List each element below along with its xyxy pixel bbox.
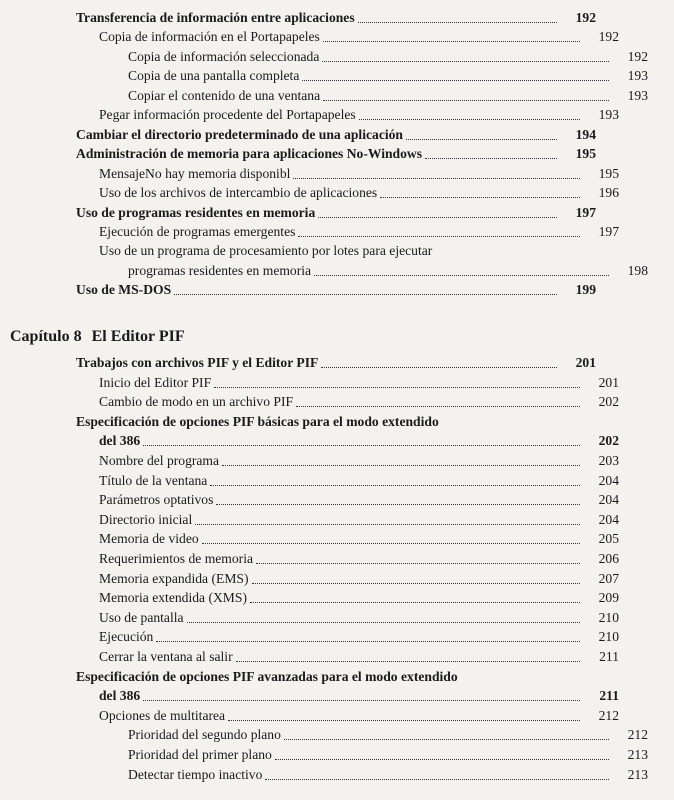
toc-entry	[0, 606, 645, 626]
toc-entry-title: Memoria extendida (XMS)	[99, 590, 247, 606]
toc-entry-page: 213	[627, 766, 648, 782]
toc-entry-page: 197	[575, 204, 596, 220]
dot-leader	[222, 465, 580, 466]
toc-entry-title: Cambio de modo en un archivo PIF	[99, 394, 294, 410]
dot-leader	[314, 275, 609, 276]
toc-entry	[0, 449, 645, 469]
toc-entry-title: Opciones de multitarea	[99, 707, 226, 723]
toc-entry	[0, 84, 674, 104]
toc-entry-page: 209	[598, 590, 619, 606]
toc-entry-title: del 386	[99, 433, 141, 449]
dot-leader	[323, 41, 580, 42]
toc-entry-title: Uso de los archivos de intercambio de aplicaciones	[99, 185, 378, 201]
dot-leader	[228, 720, 580, 721]
toc-entry	[0, 508, 645, 528]
toc-entry-title: Memoria expandida (EMS)	[99, 570, 249, 586]
toc-entry	[0, 64, 674, 84]
dot-leader	[210, 485, 580, 486]
toc-entry-page: 192	[575, 10, 596, 25]
dot-leader	[359, 119, 580, 120]
dot-leader	[293, 178, 580, 179]
dot-leader	[275, 759, 609, 760]
toc-entry-title: Administración de memoria para aplicaciones No-Windows	[76, 146, 423, 162]
dot-leader	[250, 602, 580, 603]
toc-entry	[0, 278, 622, 298]
toc-entry	[0, 351, 622, 371]
toc-entry-title: Directorio inicial	[99, 511, 193, 527]
dot-leader	[143, 445, 580, 446]
toc-entry	[0, 259, 674, 279]
toc-entry-title: Inicio del Editor PIF	[99, 374, 212, 390]
dot-leader	[187, 622, 580, 623]
dot-leader	[298, 236, 580, 237]
toc-entry-page: 204	[598, 511, 619, 527]
toc-entry	[0, 6, 622, 26]
dot-leader	[321, 367, 557, 368]
chapter-title: El Editor PIF	[91, 328, 185, 345]
dot-leader	[358, 22, 557, 23]
toc-entry-title: Uso de pantalla	[99, 609, 184, 625]
toc-entry-page: 213	[627, 747, 648, 762]
chapter-number: Capítulo 8	[10, 328, 82, 345]
toc-entry	[0, 547, 645, 567]
toc-entry	[0, 142, 622, 162]
toc-entry	[0, 390, 645, 410]
toc-entry-page: 195	[598, 165, 619, 181]
toc-entry-title: Memoria de video	[99, 531, 199, 547]
dot-leader	[143, 700, 580, 701]
dot-leader	[174, 294, 557, 295]
dot-leader	[195, 524, 580, 525]
toc-entry-page: 194	[575, 126, 596, 142]
toc-entry-title: MensajeNo hay memoria disponibl	[99, 165, 291, 181]
toc-entry	[0, 763, 674, 783]
toc-entry	[0, 123, 622, 143]
toc-entry-title: programas residentes en memoria	[128, 262, 312, 278]
toc-entry-title: Prioridad del segundo plano	[128, 727, 281, 743]
dot-leader	[284, 739, 609, 740]
toc-entry-title: Ejecución de programas emergentes	[99, 223, 296, 239]
toc-entry	[0, 162, 645, 182]
toc-entry	[0, 645, 645, 665]
toc-entry-page: 201	[598, 374, 619, 390]
toc-entry	[0, 25, 645, 45]
toc-entry-page: 206	[598, 551, 619, 566]
toc-entry-page: 211	[599, 649, 619, 664]
dot-leader	[202, 543, 580, 544]
dot-leader	[256, 563, 580, 564]
toc-entry-title: Uso de un programa de procesamiento por lotes para ejecutar	[99, 243, 433, 259]
dot-leader	[265, 779, 609, 780]
toc-entry	[0, 665, 622, 685]
chapter-heading	[10, 327, 185, 347]
toc-entry-title: Uso de programas residentes en memoria	[76, 204, 316, 220]
toc-entry-page: 193	[627, 68, 648, 84]
dot-leader	[302, 80, 609, 81]
toc-entry	[0, 469, 645, 489]
toc-entry-page: 192	[627, 48, 648, 64]
dot-leader	[380, 197, 580, 198]
dot-leader	[318, 217, 557, 218]
toc-entry-title: Especificación de opciones PIF básicas para el modo extendido	[76, 413, 439, 429]
dot-leader	[252, 583, 581, 584]
toc-entry-title: Copia de una pantalla completa	[128, 68, 300, 84]
toc-entry-page: 201	[575, 355, 596, 370]
toc-entry	[0, 743, 674, 763]
toc-entry-title: Requerimientos de memoria	[99, 551, 254, 566]
toc-entry-title: Copia de información en el Portapapeles	[99, 29, 320, 45]
toc-entry-title: Cambiar el directorio predeterminado de una aplicación	[76, 126, 403, 142]
toc-entry-page: 193	[598, 107, 619, 123]
toc-entry-title: Ejecución	[99, 629, 154, 645]
toc-entry-title: del 386	[99, 688, 141, 704]
toc-entry-title: Parámetros optativos	[99, 492, 214, 508]
dot-leader	[406, 139, 557, 140]
toc-entry-page: 211	[599, 688, 619, 704]
toc-entry-page: 198	[627, 262, 648, 278]
toc-entry	[0, 429, 645, 449]
toc-entry-title: Nombre del programa	[99, 453, 220, 468]
dot-leader	[236, 661, 580, 662]
toc-entry-page: 197	[598, 223, 619, 239]
toc-entry-title: Trabajos con archivos PIF y el Editor PIF	[76, 355, 319, 370]
toc-entry	[0, 103, 645, 123]
toc-entry-title: Especificación de opciones PIF avanzadas para el modo extendido	[76, 668, 458, 684]
toc-entry-page: 202	[598, 394, 619, 410]
toc-entry	[0, 527, 645, 547]
toc-entry-page: 196	[598, 185, 619, 201]
toc-entry	[0, 684, 645, 704]
dot-leader	[296, 406, 580, 407]
toc-entry	[0, 410, 622, 430]
dot-leader	[425, 158, 557, 159]
toc-entry	[0, 45, 674, 65]
toc-entry	[0, 201, 622, 221]
toc-entry-title: Título de la ventana	[99, 472, 208, 488]
toc-entry	[0, 488, 645, 508]
toc-entry-title: Copiar el contenido de una ventana	[128, 87, 321, 103]
dot-leader	[322, 61, 609, 62]
dot-leader	[216, 504, 580, 505]
toc-entry-title: Pegar información procedente del Portapapeles	[99, 107, 356, 123]
dot-leader	[156, 641, 580, 642]
dot-leader	[214, 387, 580, 388]
toc-entry	[0, 625, 645, 645]
toc-entry	[0, 239, 645, 259]
toc-entry-page: 210	[598, 629, 619, 645]
toc-entry-title: Transferencia de información entre aplicaciones	[76, 10, 355, 25]
toc-entry-page: 207	[598, 570, 619, 586]
dot-leader	[323, 100, 609, 101]
toc-entry-page: 192	[598, 29, 619, 45]
toc-entry-page: 205	[598, 531, 619, 547]
toc-entry-title: Copia de información seleccionada	[128, 48, 320, 64]
toc-entry-page: 202	[598, 433, 619, 449]
toc-entry	[0, 220, 645, 240]
toc-entry	[0, 723, 674, 743]
toc-entry-page: 210	[598, 609, 619, 625]
toc-entry-title: Detectar tiempo inactivo	[128, 766, 263, 782]
toc-entry	[0, 586, 645, 606]
toc-entry-page: 199	[575, 282, 596, 298]
toc-entry-page: 195	[575, 146, 596, 162]
toc-entry-title: Cerrar la ventana al salir	[99, 649, 233, 664]
toc-entry-page: 193	[627, 87, 648, 103]
toc-entry	[0, 567, 645, 587]
toc-entry-title: Prioridad del primer plano	[128, 747, 272, 762]
toc-entry	[0, 181, 645, 201]
toc-entry-page: 204	[598, 472, 619, 488]
toc-entry-title: Uso de MS-DOS	[76, 282, 172, 298]
toc-entry	[0, 704, 645, 724]
toc-entry-page: 212	[598, 707, 619, 723]
toc-entry	[0, 371, 645, 391]
toc-entry-page: 212	[627, 727, 648, 743]
toc-entry-page: 204	[598, 492, 619, 508]
toc-entry-page: 203	[598, 453, 619, 468]
